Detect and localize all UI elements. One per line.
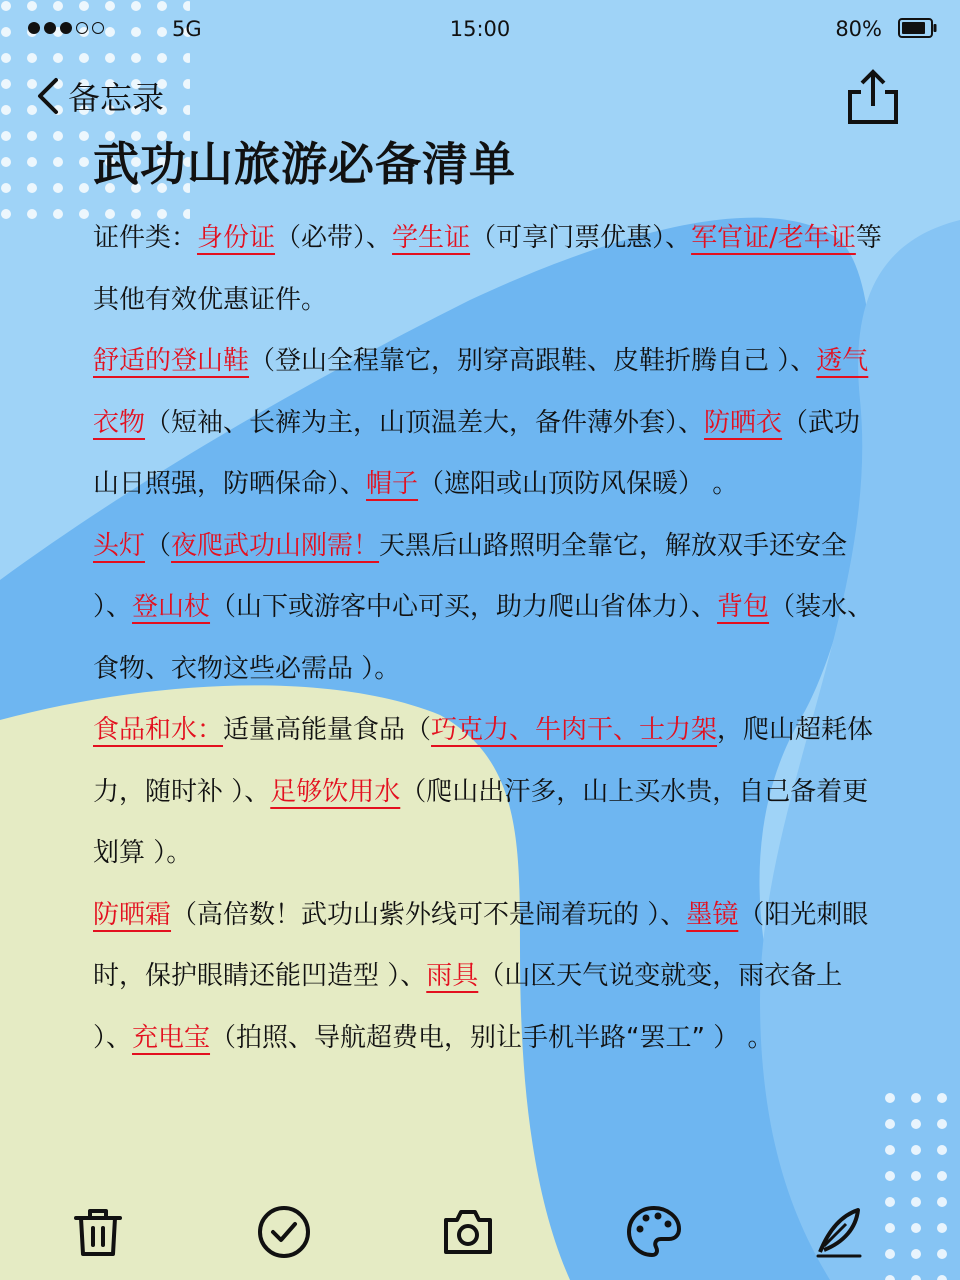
note-text: （山下或游客中心可买，助力爬山省体力）、 (210, 592, 718, 622)
note-text: ，爬山超耗体力，随时补 ）、 (93, 715, 874, 807)
note-paragraph (93, 885, 883, 1070)
camera-icon[interactable] (438, 1202, 498, 1262)
note-text: （阳光刺眼时，保护眼睛还能凹造型 ）、 (93, 899, 869, 991)
highlighted-text: 登山杖 (132, 592, 211, 622)
highlighted-text: 充电宝 (132, 1022, 211, 1053)
note-text: （山区天气说变就变，雨衣备上 ）、 (93, 961, 843, 1053)
highlighted-text: 足够饮用水 (270, 776, 401, 807)
highlighted-text: 防晒霜 (93, 899, 172, 930)
palette-icon[interactable] (624, 1202, 684, 1262)
back-label: 备忘录 (68, 79, 165, 117)
note-text: （爬山出汗多，山上买水贵，自己备着更划算 ）。 (93, 776, 869, 868)
share-icon[interactable] (846, 68, 900, 126)
note-paragraph (93, 516, 883, 701)
note-text: 适量高能量食品（ (223, 715, 432, 745)
highlighted-text: 学生证 (392, 223, 471, 253)
highlighted-text: 透气衣物 (93, 346, 869, 438)
note-text: （登山全程靠它，别穿高跟鞋、皮鞋折腾自己 ）、 (249, 346, 817, 376)
status-bar (0, 14, 960, 46)
highlighted-text: 巧克力、牛肉干、士力架 (431, 715, 718, 745)
highlighted-text: 夜爬武功山刚需！ (171, 530, 380, 561)
highlighted-text: 身份证 (197, 223, 276, 253)
note-text: （遮阳或山顶防风保暖） 。 (418, 469, 739, 499)
highlighted-text: 防晒衣 (704, 407, 783, 438)
note-text: 等其他有效优惠证件。 (93, 223, 882, 315)
note-paragraph (93, 208, 883, 331)
check-circle-icon[interactable] (254, 1202, 314, 1262)
note-paragraph (93, 700, 883, 885)
note-text: 天黑后山路照明全靠它，解放双手还安全 ）、 (93, 530, 848, 622)
chevron-left-icon (34, 76, 62, 116)
highlighted-text: 雨具 (426, 961, 479, 991)
note-paragraph (93, 331, 883, 516)
note-text: （装水、食物、衣物这些必需品 ）。 (93, 592, 874, 684)
battery-percent: 80% (835, 17, 882, 41)
highlighted-text: 背包 (717, 592, 770, 622)
note-text: （ (145, 530, 172, 561)
network-type: 5G (172, 17, 202, 41)
highlighted-text: 食品和水： (93, 715, 224, 745)
highlighted-text: 舒适的登山鞋 (93, 346, 250, 376)
note-title: 武功山旅游必备清单 (93, 137, 516, 191)
highlighted-text: 帽子 (366, 469, 419, 499)
status-time: 15:00 (449, 17, 511, 41)
note-text: （拍照、导航超费电，别让手机半路“罢工” ） 。 (210, 1022, 774, 1053)
back-button[interactable] (34, 74, 164, 118)
note-text: 证件类： (93, 223, 198, 253)
note-body[interactable] (93, 208, 883, 1069)
highlighted-text: 头灯 (93, 530, 146, 561)
battery-icon (898, 18, 938, 38)
note-text: （短袖、长裤为主，山顶温差大，备件薄外套）、 (145, 407, 705, 438)
highlighted-text: 军官证/老年证 (691, 223, 856, 253)
note-text: （必带）、 (275, 223, 393, 253)
trash-icon[interactable] (68, 1202, 128, 1262)
highlighted-text: 墨镜 (686, 899, 739, 930)
note-text: （可享门票优惠）、 (470, 223, 692, 253)
note-text: （武功山日照强，防晒保命）、 (93, 407, 861, 499)
pen-icon[interactable] (810, 1202, 870, 1262)
note-text: （高倍数！武功山紫外线可不是闹着玩的 ）、 (171, 899, 687, 930)
